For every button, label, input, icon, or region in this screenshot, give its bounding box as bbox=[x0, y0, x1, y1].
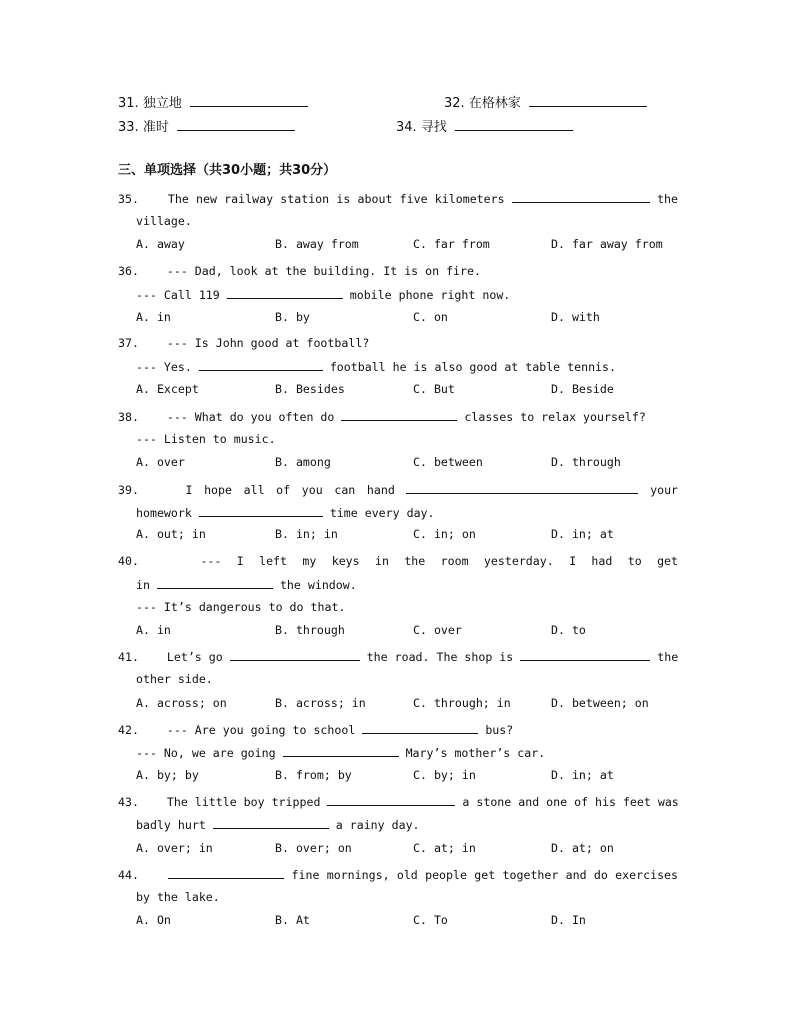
question-text: the window. bbox=[279, 578, 357, 592]
question-text: --- Are you going to school bbox=[166, 723, 356, 737]
option-b[interactable]: B. from; by bbox=[275, 768, 352, 782]
vocab-item-32 bbox=[444, 94, 647, 112]
question-36-line-1 bbox=[118, 263, 481, 279]
question-35-line-2: village. bbox=[136, 214, 192, 228]
question-44-line-1 bbox=[118, 866, 678, 883]
answer-blank[interactable] bbox=[213, 816, 329, 829]
option-d[interactable]: D. Beside bbox=[551, 382, 614, 396]
option-b[interactable]: B. over; on bbox=[275, 841, 352, 855]
answer-blank[interactable] bbox=[168, 866, 284, 879]
answer-blank[interactable] bbox=[341, 408, 457, 421]
vocab-label: 寻找 bbox=[420, 120, 447, 135]
answer-blank[interactable] bbox=[190, 94, 308, 107]
option-b[interactable]: B. by bbox=[275, 310, 310, 324]
option-a[interactable]: A. across; on bbox=[136, 696, 227, 710]
answer-blank[interactable] bbox=[529, 94, 647, 107]
question-37-line-2 bbox=[136, 358, 616, 375]
question-text: --- Dad, look at the building. It is on fire. bbox=[166, 264, 481, 278]
option-a[interactable]: A. by; by bbox=[136, 768, 199, 782]
question-42-line-2 bbox=[136, 744, 545, 761]
option-c[interactable]: C. on bbox=[413, 310, 448, 324]
question-text: the bbox=[657, 192, 679, 206]
question-text: in bbox=[136, 578, 150, 592]
question-text: --- I left my keys in the room yesterday. I had to get bbox=[200, 554, 679, 568]
option-c[interactable]: C. through; in bbox=[413, 696, 511, 710]
question-40-line-3: --- It’s dangerous to do that. bbox=[136, 600, 346, 614]
answer-blank[interactable] bbox=[230, 648, 360, 661]
option-b[interactable]: B. Besides bbox=[275, 382, 345, 396]
answer-blank[interactable] bbox=[199, 504, 323, 517]
question-text: football he is also good at table tennis. bbox=[329, 360, 616, 374]
option-b[interactable]: B. At bbox=[275, 913, 310, 927]
question-39-line-2 bbox=[136, 504, 435, 521]
option-c[interactable]: C. between bbox=[413, 455, 483, 469]
question-text: --- Yes. bbox=[136, 360, 192, 374]
vocab-label: 独立地 bbox=[142, 96, 182, 111]
option-d[interactable]: D. far away from bbox=[551, 237, 663, 251]
question-text: fine mornings, old people get together and do exercises bbox=[291, 868, 679, 882]
section-title: 三、单项选择（共30小题；共30分） bbox=[118, 163, 337, 178]
question-number: 35. bbox=[118, 192, 139, 206]
option-d[interactable]: D. In bbox=[551, 913, 586, 927]
question-text: --- No, we are going bbox=[136, 746, 276, 760]
answer-blank[interactable] bbox=[455, 118, 573, 131]
option-d[interactable]: D. to bbox=[551, 623, 586, 637]
question-number: 39. bbox=[118, 483, 139, 497]
vocab-label: 准时 bbox=[142, 120, 169, 135]
option-c[interactable]: C. at; in bbox=[413, 841, 476, 855]
vocab-item-34 bbox=[396, 118, 573, 136]
question-text: homework bbox=[136, 506, 192, 520]
question-text: Mary’s mother’s car. bbox=[405, 746, 546, 760]
question-number: 41. bbox=[118, 650, 139, 664]
answer-blank[interactable] bbox=[199, 358, 323, 371]
question-text: time every day. bbox=[329, 506, 435, 520]
question-41-line-1 bbox=[118, 648, 678, 665]
option-a[interactable]: A. over bbox=[136, 455, 185, 469]
vocab-item-33 bbox=[118, 118, 295, 136]
answer-blank[interactable] bbox=[512, 190, 650, 203]
question-number: 40. bbox=[118, 554, 139, 568]
question-40-line-1 bbox=[118, 553, 678, 569]
answer-blank[interactable] bbox=[157, 576, 273, 589]
question-number: 37. bbox=[118, 336, 139, 350]
option-c[interactable]: C. But bbox=[413, 382, 455, 396]
question-text: the bbox=[657, 650, 679, 664]
option-a[interactable]: A. Except bbox=[136, 382, 199, 396]
question-text: badly hurt bbox=[136, 818, 206, 832]
question-43-line-1 bbox=[118, 793, 678, 810]
question-37-line-1 bbox=[118, 335, 369, 351]
question-40-line-2 bbox=[136, 576, 357, 593]
option-c[interactable]: C. in; on bbox=[413, 527, 476, 541]
option-a[interactable]: A. in bbox=[136, 623, 171, 637]
option-b[interactable]: B. among bbox=[275, 455, 331, 469]
question-41-line-2: other side. bbox=[136, 672, 213, 686]
question-text: The little boy tripped bbox=[166, 795, 321, 809]
question-36-line-2 bbox=[136, 286, 510, 303]
option-b[interactable]: B. in; in bbox=[275, 527, 338, 541]
vocab-number: 32. bbox=[444, 96, 465, 111]
question-text: Let’s go bbox=[166, 650, 223, 664]
vocab-number: 33. bbox=[118, 120, 139, 135]
question-text: the road. The shop is bbox=[366, 650, 514, 664]
question-number: 36. bbox=[118, 264, 139, 278]
question-text: --- Call 119 bbox=[136, 288, 220, 302]
question-number: 42. bbox=[118, 723, 139, 737]
question-text: your bbox=[650, 483, 679, 497]
option-d[interactable]: D. at; on bbox=[551, 841, 614, 855]
question-number: 38. bbox=[118, 410, 139, 424]
option-d[interactable]: D. between; on bbox=[551, 696, 649, 710]
answer-blank[interactable] bbox=[327, 793, 455, 806]
question-38-line-2: --- Listen to music. bbox=[136, 432, 276, 446]
option-b[interactable]: B. across; in bbox=[275, 696, 366, 710]
vocab-number: 34. bbox=[396, 120, 417, 135]
question-text: The new railway station is about five kilometers bbox=[167, 192, 505, 206]
option-b[interactable]: B. through bbox=[275, 623, 345, 637]
vocab-label: 在格林家 bbox=[468, 96, 521, 111]
question-44-line-2: by the lake. bbox=[136, 890, 220, 904]
option-c[interactable]: C. To bbox=[413, 913, 448, 927]
answer-blank[interactable] bbox=[283, 744, 399, 757]
option-a[interactable]: A. away bbox=[136, 237, 185, 251]
question-39-line-1 bbox=[118, 481, 678, 498]
option-d[interactable]: D. in; at bbox=[551, 768, 614, 782]
option-a[interactable]: A. over; in bbox=[136, 841, 213, 855]
question-text: --- Is John good at football? bbox=[166, 336, 370, 350]
question-42-line-1 bbox=[118, 721, 513, 738]
answer-blank[interactable] bbox=[406, 481, 638, 494]
question-text: I hope all of you can hand bbox=[185, 483, 395, 497]
question-38-line-1 bbox=[118, 408, 646, 425]
question-text: bus? bbox=[485, 723, 514, 737]
option-c[interactable]: C. over bbox=[413, 623, 462, 637]
question-number: 43. bbox=[118, 795, 139, 809]
vocab-item-31 bbox=[118, 94, 308, 112]
option-d[interactable]: D. through bbox=[551, 455, 621, 469]
option-c[interactable]: C. far from bbox=[413, 237, 490, 251]
question-text: mobile phone right now. bbox=[349, 288, 511, 302]
question-text: a rainy day. bbox=[335, 818, 420, 832]
option-d[interactable]: D. in; at bbox=[551, 527, 614, 541]
question-text: --- What do you often do bbox=[166, 410, 335, 424]
option-a[interactable]: A. in bbox=[136, 310, 171, 324]
option-b[interactable]: B. away from bbox=[275, 237, 359, 251]
answer-blank[interactable] bbox=[362, 721, 478, 734]
question-text: classes to relax yourself? bbox=[464, 410, 646, 424]
question-number: 44. bbox=[118, 868, 139, 882]
option-c[interactable]: C. by; in bbox=[413, 768, 476, 782]
answer-blank[interactable] bbox=[227, 286, 343, 299]
vocab-number: 31. bbox=[118, 96, 139, 111]
question-text: a stone and one of his feet was bbox=[462, 795, 679, 809]
option-a[interactable]: A. out; in bbox=[136, 527, 206, 541]
answer-blank[interactable] bbox=[177, 118, 295, 131]
option-d[interactable]: D. with bbox=[551, 310, 600, 324]
option-a[interactable]: A. On bbox=[136, 913, 171, 927]
question-43-line-2 bbox=[136, 816, 420, 833]
answer-blank[interactable] bbox=[520, 648, 650, 661]
question-35-line-1 bbox=[118, 190, 678, 207]
